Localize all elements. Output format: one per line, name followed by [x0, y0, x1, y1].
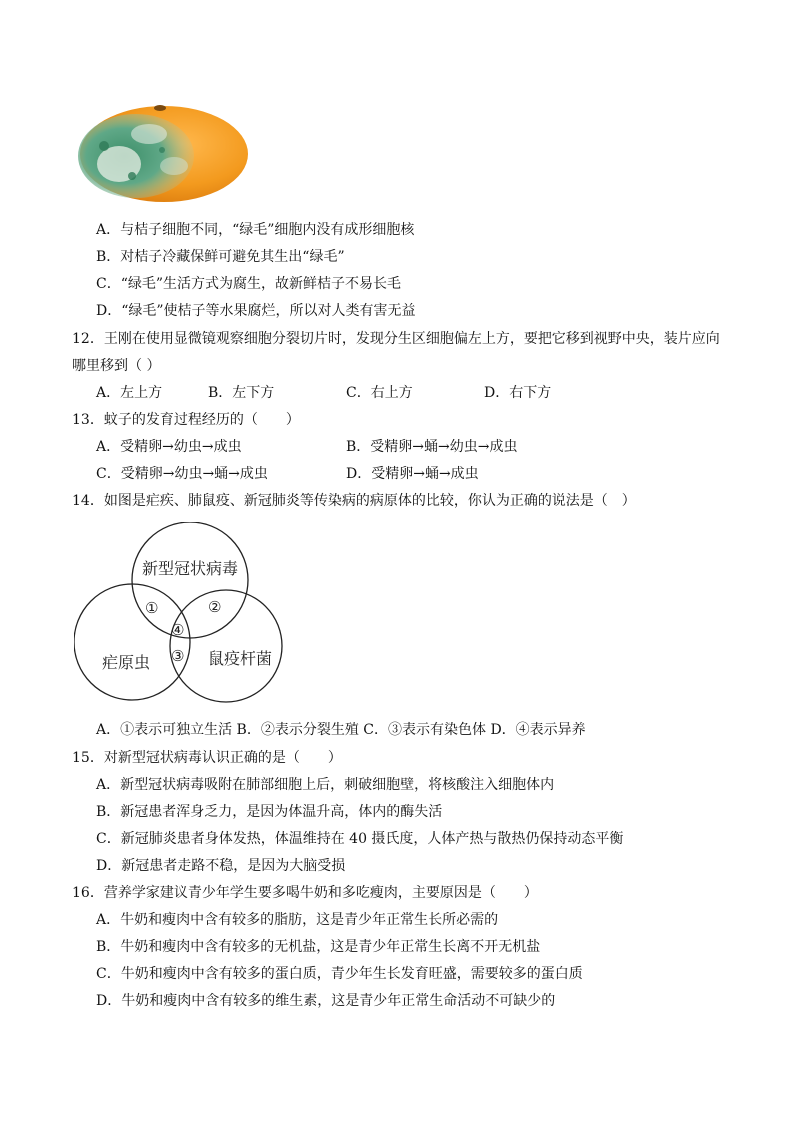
q14-options-line: A．①表示可独立生活 B．②表示分裂生殖 C．③表示有染色体 D．④表示异养: [96, 722, 586, 738]
venn-region-4: ④: [171, 621, 185, 639]
q16-option-b: B．牛奶和瘦肉中含有较多的无机盐，这是青少年正常生长离不开无机盐: [96, 939, 541, 955]
q11-option-c: C．“绿毛”生活方式为腐生，故新鲜桔子不易长毛: [96, 276, 402, 292]
q16-option-a: A．牛奶和瘦肉中含有较多的脂肪，这是青少年正常生长所必需的: [96, 912, 499, 928]
q13-option-d: D．受精卵→蛹→成虫: [346, 466, 479, 482]
venn-label-plasmodium: 疟原虫: [102, 653, 151, 672]
q11-option-a: A．与桔子细胞不同，“绿毛”细胞内没有成形细胞核: [96, 222, 415, 238]
venn-region-1: ①: [145, 599, 159, 617]
q16-option-d: D．牛奶和瘦肉中含有较多的维生素，这是青少年正常生命活动不可缺少的: [96, 993, 556, 1009]
q12-option-b: B．左下方: [208, 385, 275, 401]
q12-stem-line1: 12．王刚在使用显微镜观察细胞分裂切片时，发现分生区细胞偏左上方，要把它移到视野中央，装片应向: [72, 331, 720, 347]
venn-region-3: ③: [171, 647, 185, 665]
pathogen-venn-diagram: [74, 522, 286, 706]
q13-option-b: B．受精卵→蛹→幼虫→成虫: [346, 439, 518, 455]
q15-option-d: D．新冠患者走路不稳，是因为大脑受损: [96, 858, 346, 874]
venn-circle-plasmodium: [74, 584, 190, 700]
venn-label-virus: 新型冠状病毒: [142, 559, 239, 578]
q12-stem-line2: 哪里移到（ ）: [72, 358, 161, 374]
q15-stem: 15．对新型冠状病毒认识正确的是（ ）: [72, 750, 342, 766]
venn-region-2: ②: [208, 598, 222, 616]
q11-option-b: B．对桔子冷藏保鲜可避免其生出“绿毛”: [96, 249, 345, 265]
q16-stem: 16．营养学家建议青少年学生要多喝牛奶和多吃瘦肉，主要原因是（ ）: [72, 885, 538, 901]
q15-option-b: B．新冠患者浑身乏力，是因为体温升高，体内的酶失活: [96, 804, 443, 820]
moldy-orange-image: [74, 94, 250, 204]
q13-stem: 13．蚊子的发育过程经历的（ ）: [72, 412, 300, 428]
venn-circle-virus: [132, 522, 248, 638]
q11-option-d: D．“绿毛”使桔子等水果腐烂，所以对人类有害无益: [96, 303, 416, 319]
q14-stem: 14．如图是疟疾、肺鼠疫、新冠肺炎等传染病的病原体的比较，你认为正确的说法是（ ）: [72, 493, 636, 509]
q12-option-c: C．右上方: [346, 385, 413, 401]
q13-option-a: A．受精卵→幼虫→成虫: [96, 439, 242, 455]
q13-option-c: C．受精卵→幼虫→蛹→成虫: [96, 466, 268, 482]
q12-option-a: A．左上方: [96, 385, 163, 401]
q16-option-c: C．牛奶和瘦肉中含有较多的蛋白质，青少年生长发育旺盛，需要较多的蛋白质: [96, 966, 583, 982]
q15-option-a: A．新型冠状病毒吸附在肺部细胞上后，刺破细胞壁，将核酸注入细胞体内: [96, 777, 555, 793]
venn-circle-yersinia: [170, 590, 282, 702]
q12-option-d: D．右下方: [484, 385, 552, 401]
q15-option-c: C．新冠肺炎患者身体发热，体温维持在 40 摄氏度，人体产热与散热仍保持动态平衡: [96, 831, 624, 847]
venn-label-yersinia: 鼠疫杆菌: [208, 649, 273, 668]
